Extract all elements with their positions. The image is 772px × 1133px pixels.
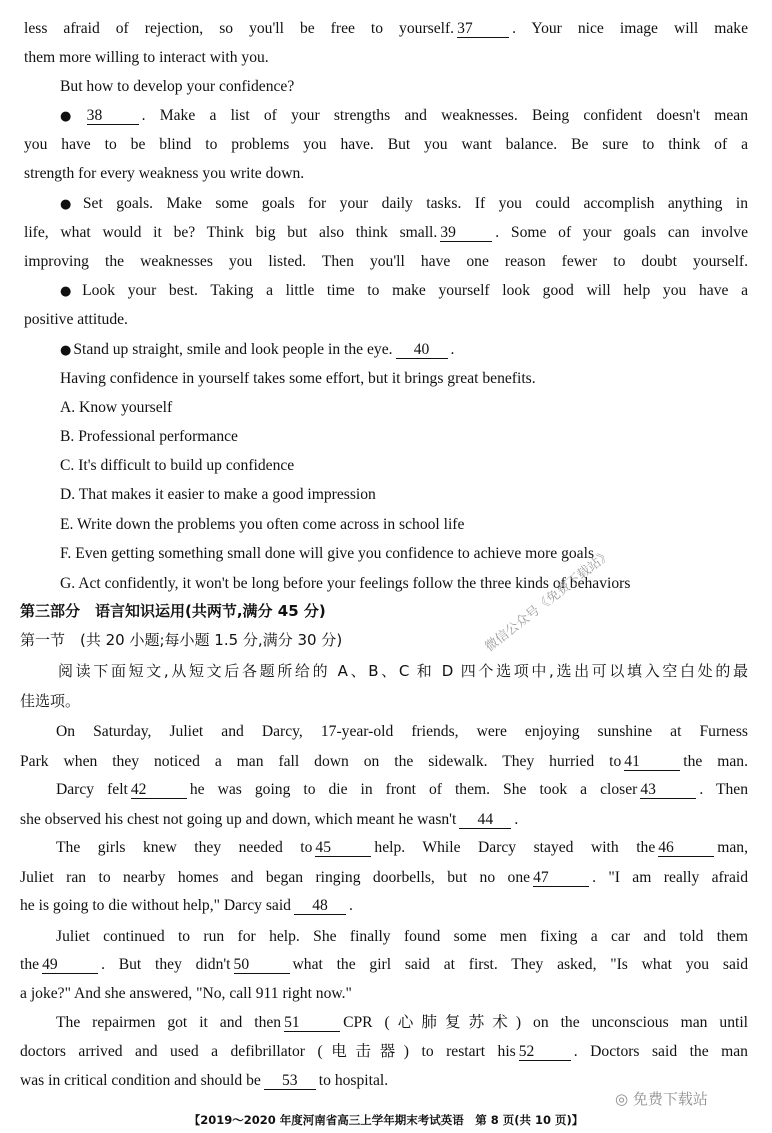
cloze-line: the 49 . But they didn't 50 what the girl said at first. They asked, "Is what you said	[20, 956, 748, 973]
passage-line: Having confidence in yourself takes some effort, but it brings great benefits.	[60, 370, 536, 387]
blank-41: 41	[624, 753, 680, 771]
wechat-icon: ◎	[615, 1090, 633, 1108]
passage-line: ● 38 . Make a list of your strengths and weaknesses. Being confident doesn't mean	[60, 107, 749, 124]
option-g: G. Act confidently, it won't be long before your feelings follow the three kinds of behaviors	[60, 575, 631, 592]
blank-42: 42	[131, 781, 187, 799]
watermark-corner: ◎ 免费下载站	[615, 1090, 708, 1108]
instructions: 阅读下面短文,从短文后各题所给的 A、B、C 和 D 四个选项中,选出可以填入空白处的最	[58, 662, 748, 680]
passage-line: ● Set goals. Make some goals for your daily tasks. If you could accomplish anything in	[60, 195, 749, 212]
blank-46: 46	[658, 839, 714, 857]
cloze-line: he is going to die without help," Darcy said 48 .	[20, 897, 353, 914]
blank-50: 50	[234, 956, 290, 974]
cloze-line: On Saturday, Juliet and Darcy, 17-year-old friends, were enjoying sunshine at Furness	[56, 723, 748, 740]
option-d: D. That makes it easier to make a good impression	[60, 486, 376, 503]
blank-39: 39	[440, 224, 492, 242]
instructions: 佳选项。	[20, 692, 81, 710]
blank-48: 48	[294, 897, 346, 915]
passage-line: you have to be blind to problems you have. But you want balance. Be sure to think of a	[24, 136, 748, 153]
blank-53: 53	[264, 1072, 316, 1090]
cloze-line: Juliet continued to run for help. She finally found some men fixing a car and told them	[56, 928, 748, 945]
cloze-line: Darcy felt 42 he was going to die in front of them. She took a closer 43 . Then	[56, 781, 748, 798]
option-c: C. It's difficult to build up confidence	[60, 457, 295, 474]
passage-line: life, what would it be? Think big but also think small. 39 . Some of your goals can involve	[24, 224, 748, 241]
part-title: 第三部分 语言知识运用(共两节,满分 45 分)	[20, 602, 326, 620]
passage-line: ● Look your best. Taking a little time to make yourself look good will help you have a	[60, 282, 749, 299]
blank-37: 37	[457, 20, 509, 38]
blank-47: 47	[533, 869, 589, 887]
option-e: E. Write down the problems you often come across in school life	[60, 516, 465, 533]
section-subtitle: 第一节 (共 20 小题;每小题 1.5 分,满分 30 分)	[20, 631, 343, 649]
blank-45: 45	[315, 839, 371, 857]
cloze-line: she observed his chest not going up and down, which meant he wasn't 44 .	[20, 811, 519, 828]
passage-line: improving the weaknesses you listed. Then you'll have one reason fewer to doubt yourself.	[24, 253, 748, 270]
option-b: B. Professional performance	[60, 428, 238, 445]
cloze-line: Park when they noticed a man fall down on the sidewalk. They hurried to 41 the man.	[20, 753, 748, 770]
passage-line: ● Stand up straight, smile and look people in the eye. 40 .	[60, 341, 455, 358]
passage-line: them more willing to interact with you.	[24, 49, 269, 66]
page-footer: 【2019～2020 年度河南省高三上学年期末考试英语 第 8 页(共 10 页)】	[188, 1113, 584, 1127]
cloze-line: The girls knew they needed to 45 help. While Darcy stayed with the 46 man,	[56, 839, 748, 856]
blank-40: 40	[396, 341, 448, 359]
passage-line: But how to develop your confidence?	[60, 78, 295, 95]
passage-line: strength for every weakness you write down.	[24, 165, 305, 182]
option-f: F. Even getting something small done will give you confidence to achieve more goals	[60, 545, 595, 562]
cloze-line: doctors arrived and used a defibrillator (电击器) to restart his 52 . Doctors said the man	[20, 1043, 748, 1060]
passage-line: less afraid of rejection, so you'll be free to yourself. 37 . Your nice image will make	[24, 20, 749, 37]
blank-44: 44	[459, 811, 511, 829]
blank-49: 49	[42, 956, 98, 974]
watermark-diagonal: 微信公众号《免费下载站》	[482, 547, 615, 655]
bullet-icon: ●	[60, 284, 81, 299]
bullet-icon: ●	[60, 109, 82, 124]
blank-51: 51	[284, 1014, 340, 1032]
cloze-line: The repairmen got it and then 51 CPR (心肺复苏术) on the unconscious man until	[56, 1014, 748, 1031]
blank-38: 38	[87, 107, 139, 125]
cloze-line: a joke?" And she answered, "No, call 911 right now."	[20, 985, 352, 1002]
bullet-icon: ●	[60, 343, 72, 358]
cloze-line: was in critical condition and should be 53 to hospital.	[20, 1072, 389, 1089]
cloze-line: Juliet ran to nearby homes and began ringing doorbells, but no one 47 . "I am really afraid	[20, 869, 748, 886]
blank-43: 43	[640, 781, 696, 799]
passage-line: positive attitude.	[24, 311, 128, 328]
option-a: A. Know yourself	[60, 399, 173, 416]
bullet-icon: ●	[60, 197, 81, 212]
blank-52: 52	[519, 1043, 571, 1061]
